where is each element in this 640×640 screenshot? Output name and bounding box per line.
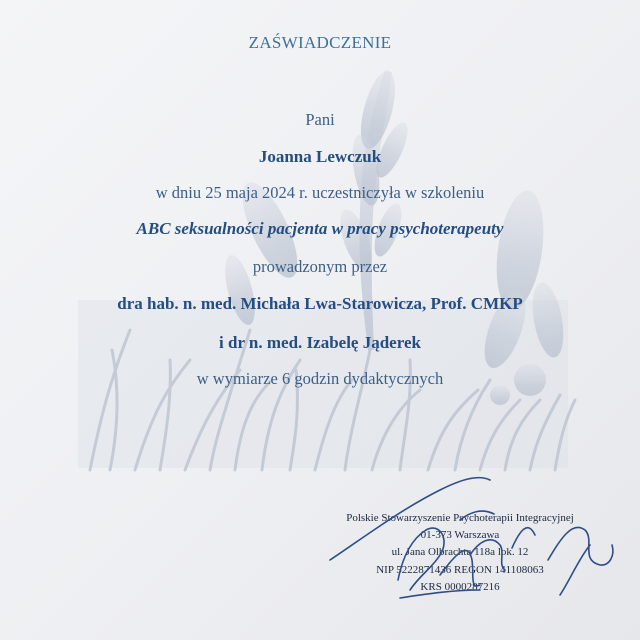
stamp-nip-regon: NIP 5222871436 REGON 141108063 (376, 563, 544, 576)
participation-line: w dniu 25 maja 2024 r. uczestniczyła w szkoleniu (155, 183, 485, 202)
organization-stamp (300, 510, 620, 596)
recipient-name: Joanna Lewczuk (258, 147, 382, 166)
course-title: ABC seksualności pacjenta w pracy psychoterapeuty (136, 219, 504, 238)
stamp-organization: Polskie Stowarzyszenie Psychoterapii Integracyjnej (346, 512, 574, 524)
led-by-line: prowadzonym przez (252, 257, 388, 276)
lecturer-2: i dr n. med. Izabelę Jąderek (219, 333, 421, 352)
stamp-postal-city: 01-373 Warszawa (420, 529, 500, 542)
salutation: Pani (305, 110, 335, 129)
stamp-street: ul. Jana Olbrachta 118a lok. 12 (391, 546, 529, 559)
stamp-krs: KRS 0000287216 (420, 580, 500, 593)
lecturer-1: dra hab. n. med. Michała Lwa-Starowicza, Prof. CMKP (117, 294, 523, 313)
certificate-title: ZAŚWIADCZENIE (248, 33, 392, 52)
duration-line: w wymiarze 6 godzin dydaktycznych (196, 369, 444, 388)
